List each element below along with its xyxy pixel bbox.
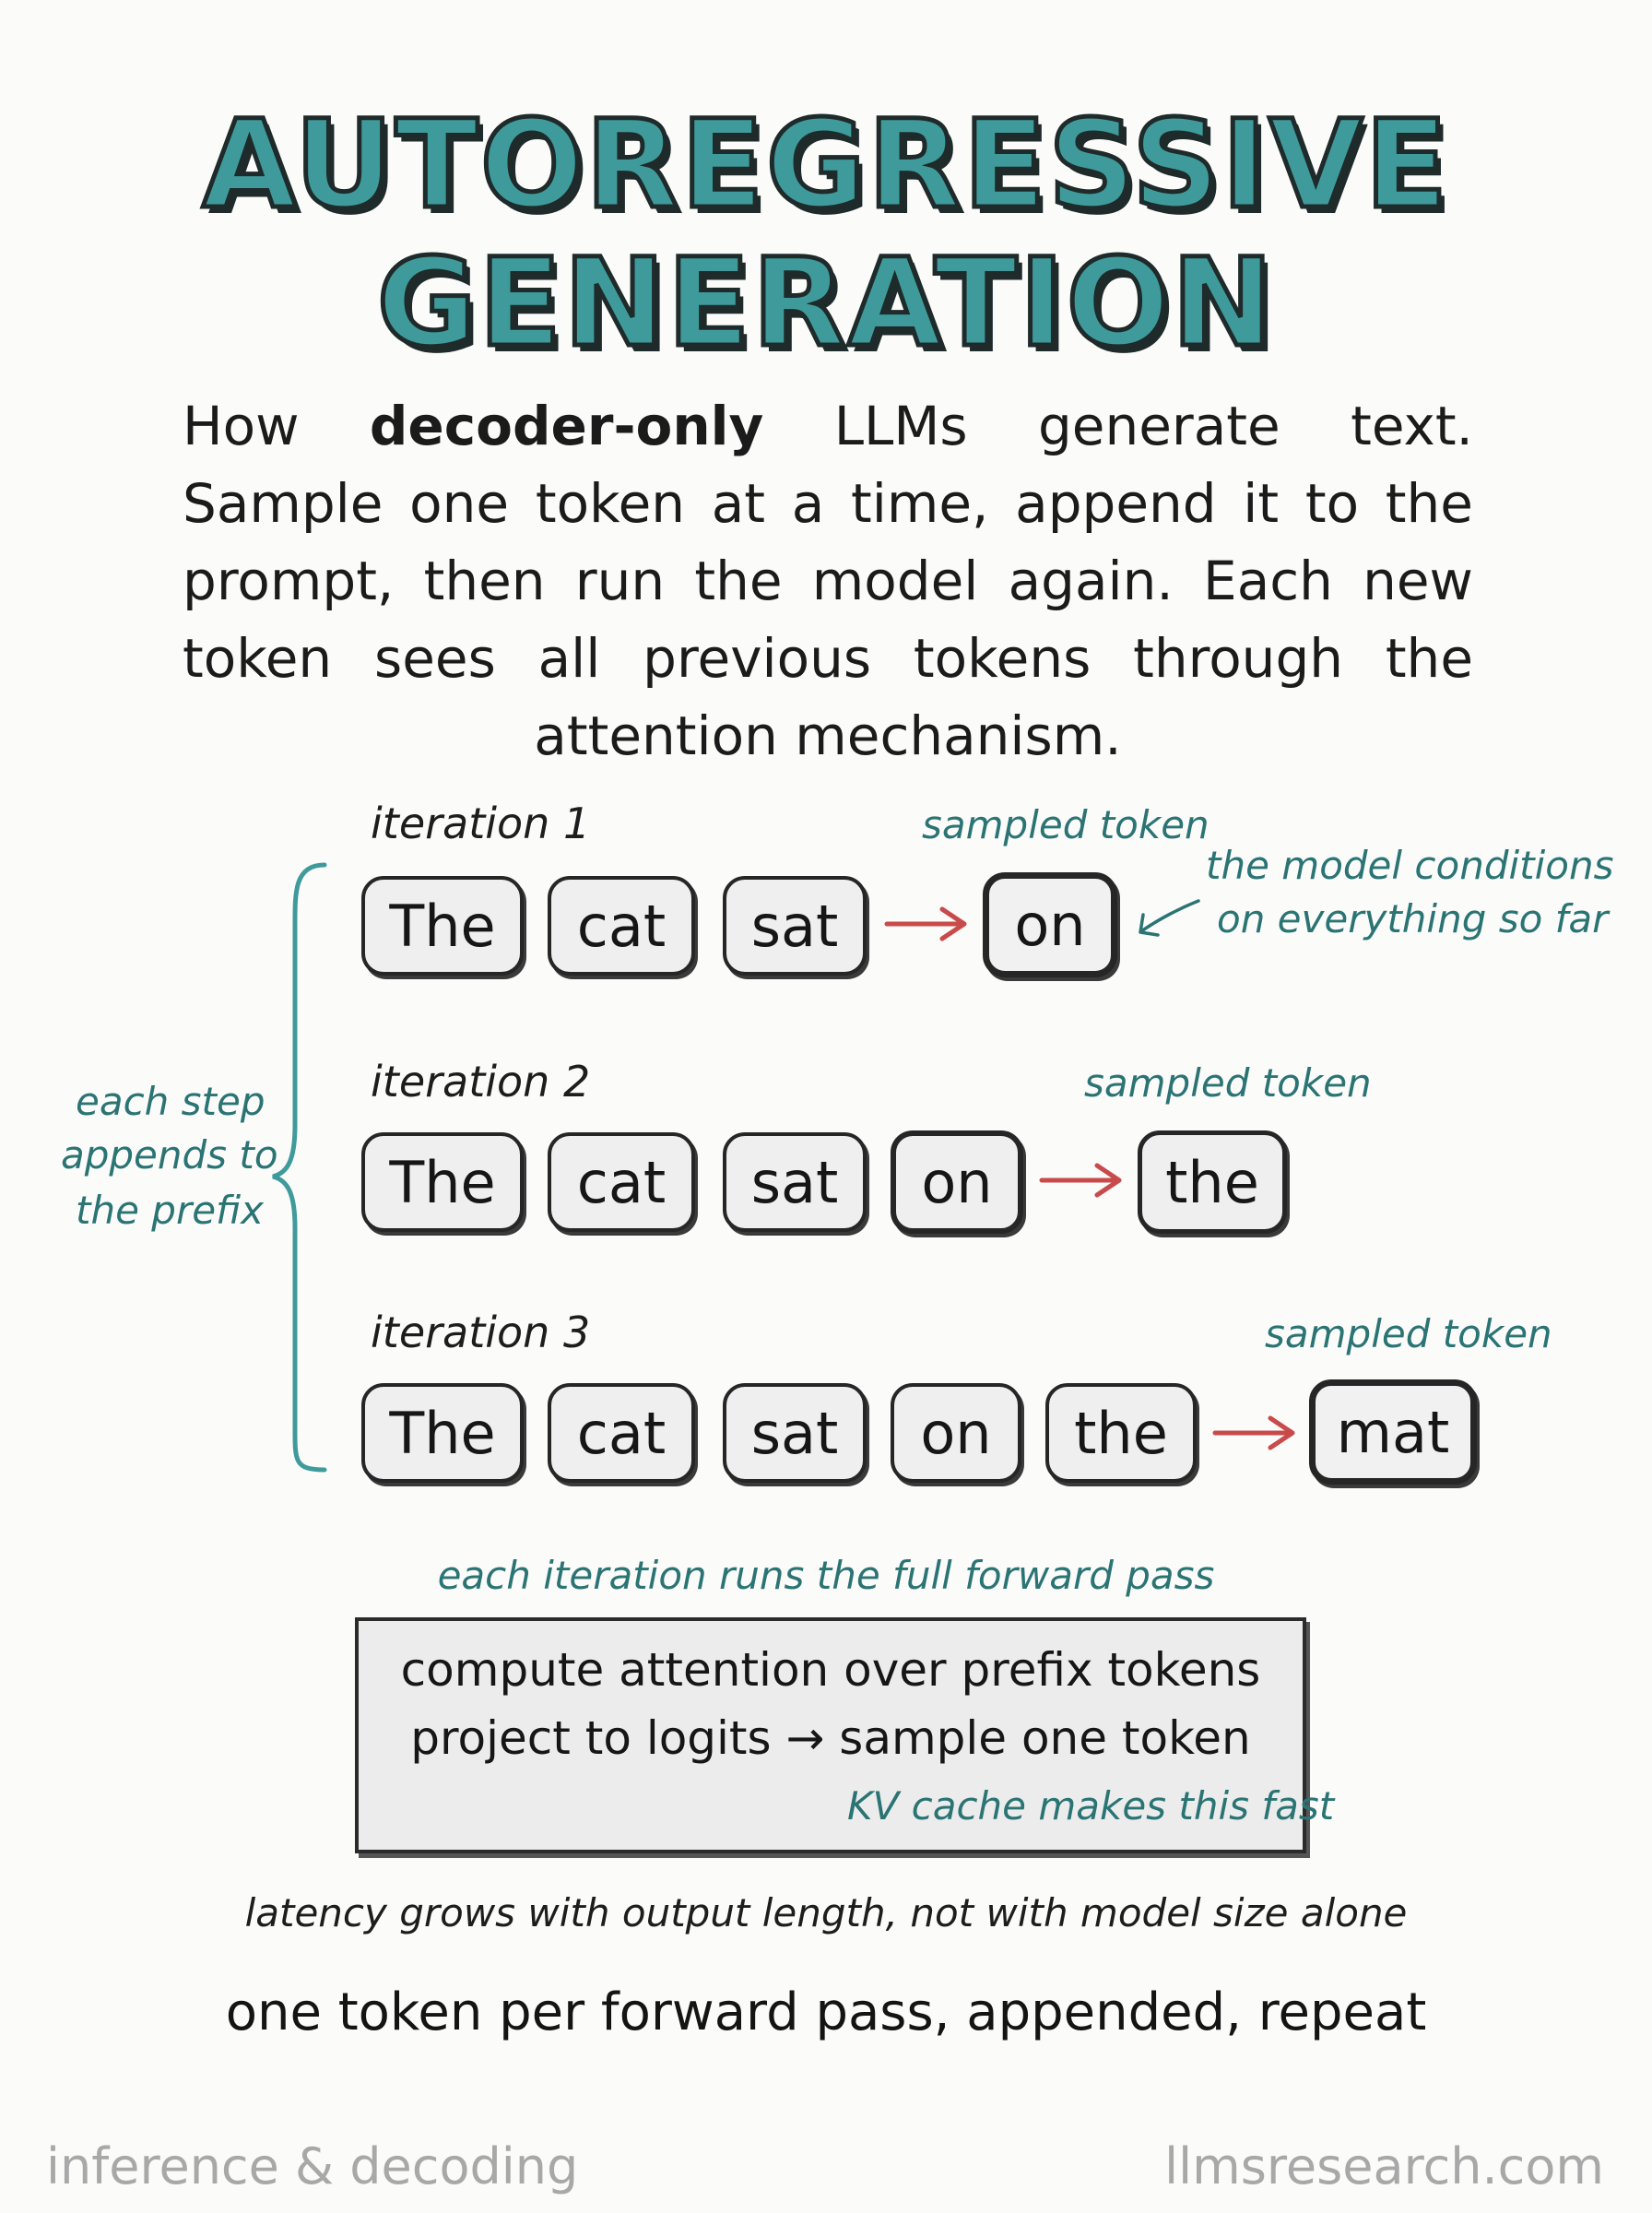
iteration-3-label: iteration 3 xyxy=(371,1308,591,1357)
brace-note-line-1: each step xyxy=(76,1079,266,1124)
footer-site: llmsresearch.com xyxy=(1164,2137,1604,2195)
brace-icon xyxy=(273,865,324,1470)
forward-pass-heading: each iteration runs the full forward pass xyxy=(437,1553,1215,1598)
token: cat xyxy=(548,876,695,976)
summary: one token per forward pass, appended, repeat xyxy=(225,1982,1427,2042)
token: sat xyxy=(723,876,867,976)
title-line-1: AUTOREGRESSIVE xyxy=(202,94,1450,236)
token: sat xyxy=(723,1132,867,1232)
token: the xyxy=(1045,1383,1197,1483)
sampled-label-1: sampled token xyxy=(922,802,1210,847)
token: on xyxy=(891,1383,1021,1483)
arrow-icon-iteration-2 xyxy=(1042,1166,1119,1195)
token: The xyxy=(361,1132,524,1232)
intro-text-after: LLMs generate text. Sample one token at a time, append it to the prompt, then run the model again. Each new token sees all previous tokens through the attention mechanism. xyxy=(183,395,1473,767)
token: cat xyxy=(548,1383,695,1483)
intro-text-before: How xyxy=(183,395,370,457)
sampled-label-3: sampled token xyxy=(1265,1311,1552,1356)
curved-arrow-icon xyxy=(1140,901,1198,935)
sampled-token-2: the xyxy=(1138,1130,1287,1234)
latency-note: latency grows with output length, not with model size alone xyxy=(244,1890,1408,1935)
token: The xyxy=(361,876,524,976)
token: on xyxy=(891,1130,1023,1234)
title-line-2: GENERATION xyxy=(376,232,1276,374)
conditions-note-line-1: the model conditions xyxy=(1206,843,1614,888)
iteration-1-label: iteration 1 xyxy=(371,799,591,848)
token: cat xyxy=(548,1132,695,1232)
forward-pass-line-2: project to logits → sample one token xyxy=(410,1711,1251,1765)
intro-bold-term: decoder-only xyxy=(369,395,764,457)
token: sat xyxy=(723,1383,867,1483)
forward-pass-box xyxy=(355,1617,1335,1853)
sampled-token-1: on xyxy=(983,872,1117,977)
arrow-icon-iteration-3 xyxy=(1215,1418,1292,1448)
brace-note-line-3: the prefix xyxy=(76,1188,265,1233)
kv-cache-note: KV cache makes this fast xyxy=(847,1783,1335,1828)
iteration-2-label: iteration 2 xyxy=(371,1057,591,1106)
arrow-icon-iteration-1 xyxy=(887,909,964,939)
conditions-note-line-2: on everything so far xyxy=(1217,896,1609,941)
token: The xyxy=(361,1383,524,1483)
forward-pass-line-1: compute attention over prefix tokens xyxy=(400,1643,1261,1697)
sampled-label-2: sampled token xyxy=(1084,1060,1372,1106)
sampled-token-3: mat xyxy=(1309,1379,1477,1485)
brace-note-line-2: appends to xyxy=(61,1132,278,1178)
footer-topic: inference & decoding xyxy=(46,2137,579,2195)
